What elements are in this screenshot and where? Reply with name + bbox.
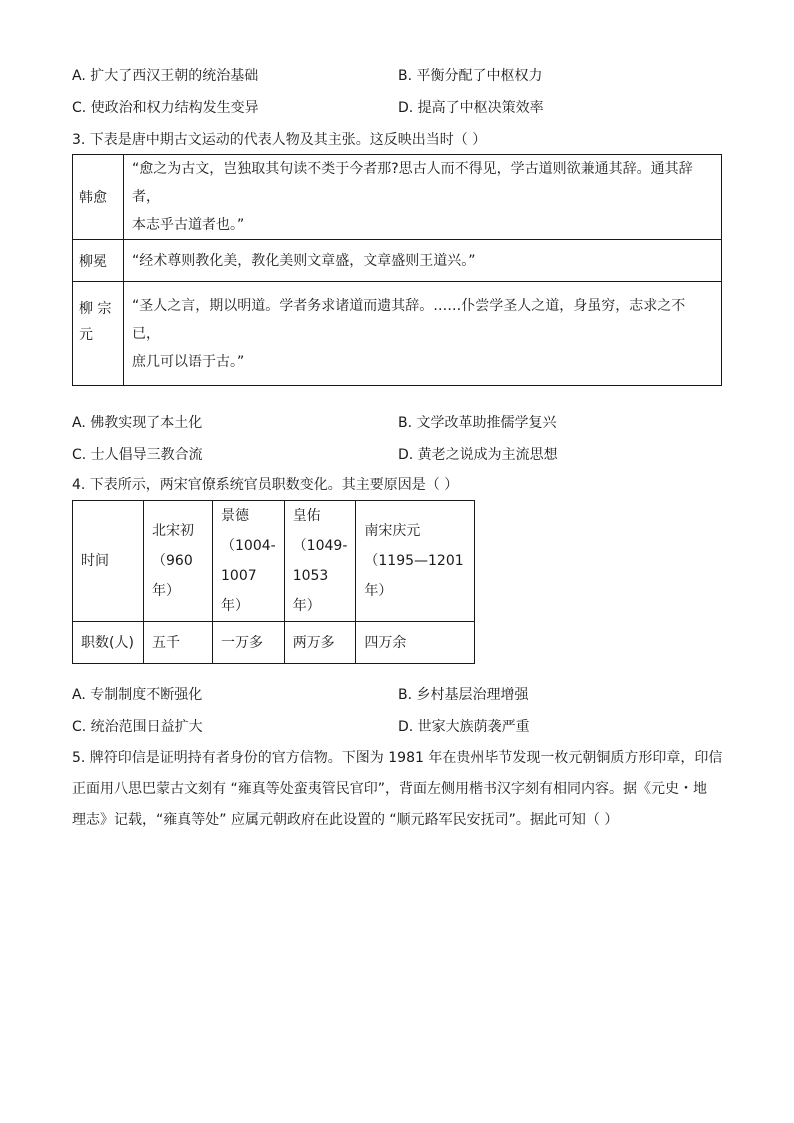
q4-col-header-line: （1195—1201 年） bbox=[364, 553, 464, 599]
q4-option-a[interactable]: A. 专制制度不断强化 bbox=[72, 687, 203, 703]
q4-col-header bbox=[284, 501, 356, 622]
q4-value-cell: 五千 bbox=[144, 622, 213, 664]
q4-table bbox=[72, 500, 475, 664]
q2-option-b[interactable]: B. 平衡分配了中枢权力 bbox=[398, 68, 543, 84]
q4-col-header-line: （1004- bbox=[221, 538, 276, 554]
q3-table bbox=[72, 154, 722, 386]
q2-option-d[interactable]: D. 提高了中枢决策效率 bbox=[398, 100, 544, 116]
q4-value-cell: 两万多 bbox=[284, 622, 356, 664]
q4-col-header-line: （960 年） bbox=[152, 553, 193, 599]
q4-col-header bbox=[213, 501, 285, 622]
q5-line: 理志》记载，“雍真等处” 应属元朝政府在此设置的 “顺元路军民安抚司”。据此可知（ ） bbox=[72, 812, 619, 828]
q3-row-name: 韩愈 bbox=[73, 155, 124, 240]
q4-col-header bbox=[144, 501, 213, 622]
q5-line: 正面用八思巴蒙古文刻有 “雍真等处蛮夷管民官印”，背面左侧用楷书汉字刻有相同内容。据《元史・地 bbox=[72, 781, 707, 797]
q3-row-name bbox=[73, 282, 124, 386]
q4-header-row bbox=[73, 501, 475, 622]
q3-option-b[interactable]: B. 文学改革助推儒学复兴 bbox=[398, 415, 557, 431]
q4-option-c[interactable]: C. 统治范围日益扩大 bbox=[72, 719, 203, 735]
q4-col-header-line: 1007 年） bbox=[221, 568, 257, 614]
q4-col-header-line: （1049- bbox=[292, 538, 348, 554]
q3-option-a[interactable]: A. 佛教实现了本土化 bbox=[72, 415, 203, 431]
q3-row-hanyu bbox=[73, 155, 722, 240]
q3-row-text bbox=[124, 155, 722, 240]
q3-row-text-line: 庶几可以语于古。” bbox=[132, 354, 245, 370]
q2-option-c[interactable]: C. 使政治和权力结构发生变异 bbox=[72, 100, 259, 116]
q3-stem: 3. 下表是唐中期古文运动的代表人物及其主张。这反映出当时（ ） bbox=[72, 132, 487, 148]
q4-option-b[interactable]: B. 乡村基层治理增强 bbox=[398, 687, 529, 703]
q4-stem: 4. 下表所示，两宋官僚系统官员职数变化。其主要原因是（ ） bbox=[72, 477, 459, 493]
q3-row-text-line: “圣人之言，期以明道。学者务求诸道而遗其辞。……仆尝学圣人之道，身虽穷，志求之不已， bbox=[132, 298, 686, 342]
q3-option-c[interactable]: C. 士人倡导三教合流 bbox=[72, 447, 203, 463]
q5-line: 5. 牌符印信是证明持有者身份的官方信物。下图为 1981 年在贵州毕节发现一枚元朝铜质方形印章，印信 bbox=[72, 750, 723, 766]
q3-row-name-line: 元 bbox=[79, 327, 93, 343]
q3-row-text-line: 本志乎古道者也。” bbox=[132, 217, 245, 233]
q4-col-header-line: 北宋初 bbox=[152, 523, 194, 539]
q2-option-a[interactable]: A. 扩大了西汉王朝的统治基础 bbox=[72, 68, 259, 84]
q4-value-cell: 一万多 bbox=[213, 622, 285, 664]
q4-time-label: 时间 bbox=[73, 501, 144, 622]
q3-row-text bbox=[124, 240, 722, 282]
q4-value-row bbox=[73, 622, 475, 664]
q4-count-label: 职数(人) bbox=[73, 622, 144, 664]
q4-col-header-line: 皇佑 bbox=[292, 508, 321, 524]
q4-value-cell: 四万余 bbox=[356, 622, 475, 664]
q3-option-d[interactable]: D. 黄老之说成为主流思想 bbox=[398, 447, 558, 463]
q4-col-header-line: 南宋庆元 bbox=[364, 523, 421, 539]
q3-row-liuzongyuan bbox=[73, 282, 722, 386]
q4-option-d[interactable]: D. 世家大族荫袭严重 bbox=[398, 719, 530, 735]
q3-row-text-line: “经术尊则教化美，教化美则文章盛，文章盛则王道兴。” bbox=[132, 252, 476, 269]
q3-row-name-line: 柳 宗 bbox=[79, 301, 112, 317]
q4-col-header-line: 景德 bbox=[221, 508, 249, 524]
q5-paragraph bbox=[72, 743, 722, 836]
q3-row-text bbox=[124, 282, 722, 386]
q3-row-name: 柳冕 bbox=[73, 240, 124, 282]
q3-row-liumian bbox=[73, 240, 722, 282]
q4-col-header bbox=[356, 501, 475, 622]
q3-row-text-line: “愈之为古文，岂独取其句读不类于今者那?思古人而不得见，学古道则欲兼通其辞。通其辞者， bbox=[132, 161, 693, 205]
q4-col-header-line: 1053 年） bbox=[292, 568, 329, 614]
